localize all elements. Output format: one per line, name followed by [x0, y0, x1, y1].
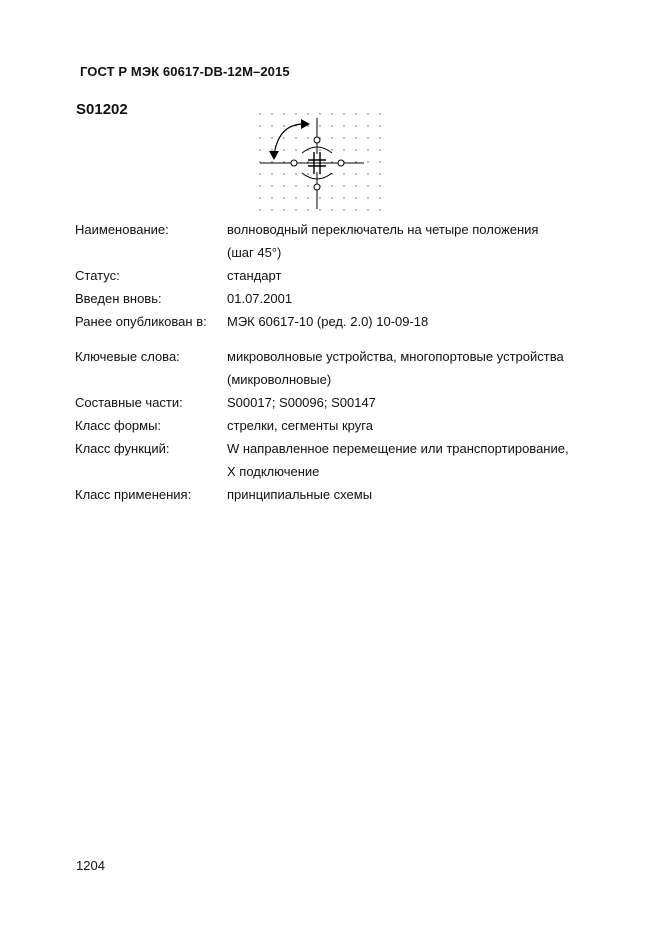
attribute-row	[75, 310, 615, 333]
attribute-value	[227, 264, 607, 287]
attribute-row	[75, 264, 615, 287]
attribute-label: Наименование:	[75, 222, 169, 237]
attribute-row	[75, 483, 615, 506]
attribute-list	[75, 218, 615, 506]
attribute-value-line: микроволновые устройства, многопортовые устройства	[227, 349, 564, 364]
attribute-value-line: волноводный переключатель на четыре положения	[227, 222, 539, 237]
attribute-label: Класс применения:	[75, 487, 192, 502]
attribute-value-line: (шаг 45°)	[227, 245, 282, 260]
attribute-value-line: стандарт	[227, 268, 282, 283]
attribute-value-line: X подключение	[227, 464, 320, 479]
attribute-label: Ключевые слова:	[75, 349, 180, 364]
attribute-value-line: W направленное перемещение или транспортирование,	[227, 441, 569, 456]
attribute-value	[227, 345, 607, 391]
symbol-code: S01202	[76, 101, 128, 118]
waveguide-switch-symbol	[254, 110, 384, 216]
attribute-label: Ранее опубликован в:	[75, 314, 207, 329]
attribute-value-line: МЭК 60617-10 (ред. 2.0) 10-09-18	[227, 314, 429, 329]
attribute-value-line: S00017; S00096; S00147	[227, 395, 376, 410]
attribute-row	[75, 218, 615, 264]
attribute-row	[75, 345, 615, 391]
attribute-value	[227, 414, 607, 437]
attribute-row	[75, 391, 615, 414]
attribute-value	[227, 310, 607, 333]
attribute-value-line: принципиальные схемы	[227, 487, 373, 502]
attribute-label: Статус:	[75, 268, 120, 283]
attribute-label: Класс формы:	[75, 418, 162, 433]
attribute-label: Введен вновь:	[75, 291, 162, 306]
attribute-value	[227, 391, 607, 414]
attribute-value	[227, 483, 607, 506]
attribute-label: Составные части:	[75, 395, 183, 410]
attribute-label: Класс функций:	[75, 441, 170, 456]
attribute-value	[227, 287, 607, 310]
attribute-value	[227, 437, 607, 483]
attribute-value-line: (микроволновые)	[227, 372, 332, 387]
document-header: ГОСТ Р МЭК 60617-DB-12M–2015	[80, 64, 290, 79]
page-number: 1204	[76, 858, 105, 873]
attribute-row	[75, 287, 615, 310]
attribute-row	[75, 437, 615, 483]
attribute-value-line: стрелки, сегменты круга	[227, 418, 373, 433]
attribute-row	[75, 414, 615, 437]
attribute-value	[227, 218, 607, 264]
attribute-value-line: 01.07.2001	[227, 291, 293, 306]
